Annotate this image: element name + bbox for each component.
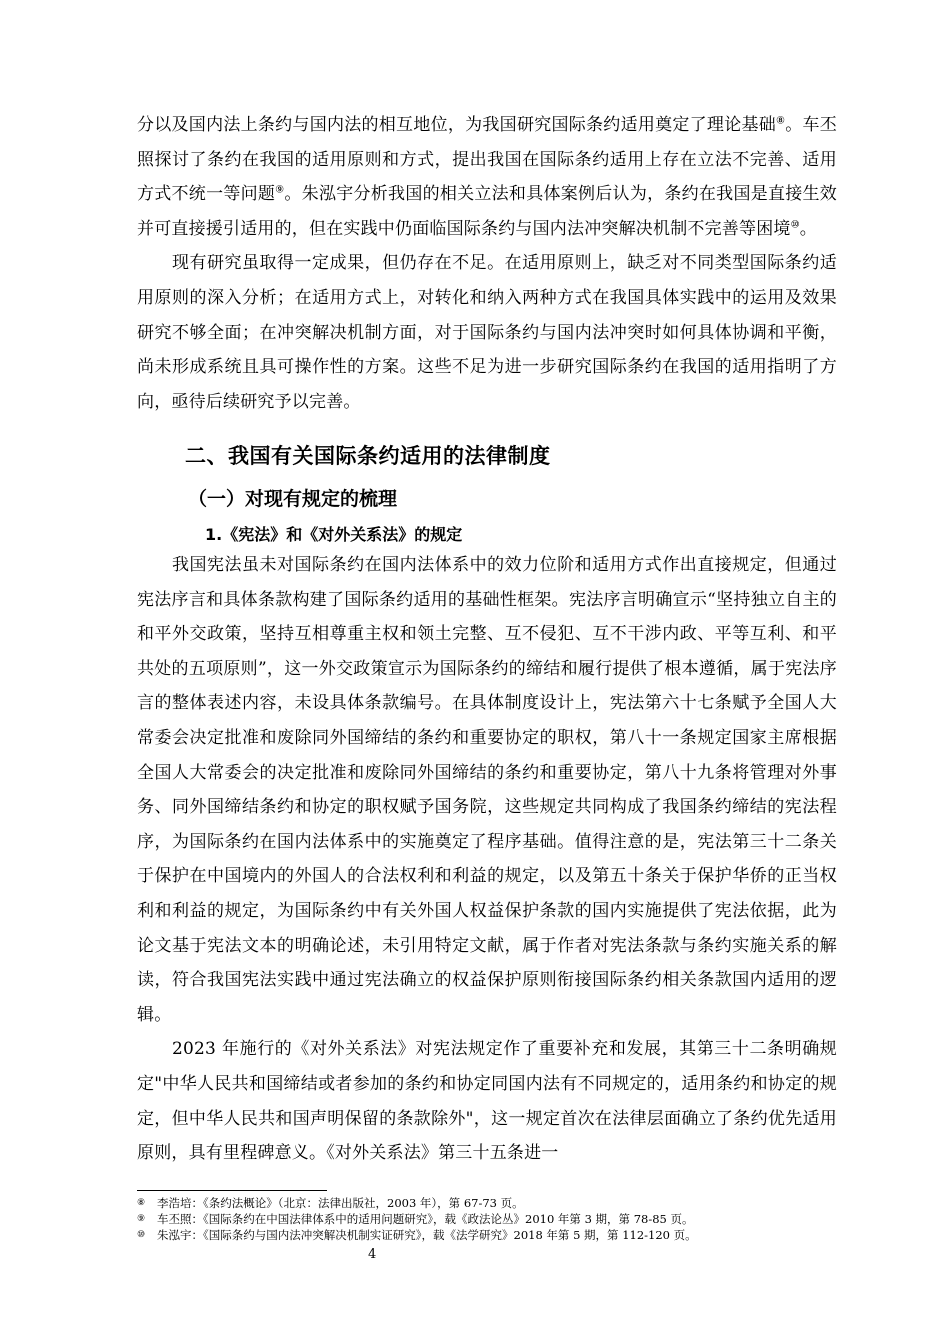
- paragraph-1-text-b: 。车丕照探讨了条约在我国的适用原则和方式，提出我国在国际条约适用上存在立法不完善、适用方式不统一等问题: [137, 115, 837, 205]
- subsection-heading: （一）对现有规定的梳理: [188, 488, 398, 510]
- footnote-divider: [137, 1190, 327, 1191]
- footnote-text: 车丕照：《国际条约在中国法律体系中的适用问题研究》，载《政法论丛》2010 年第 3 期，第 78-85 页。: [157, 1212, 694, 1226]
- paragraph-4: 2023 年施行的《对外关系法》对宪法规定作了重要补充和发展，其第三十二条明确规定"中华人民共和国缔结或者参加的条约和协定同国内法有不同规定的，适用条约和协定的规定，但中华人民共和国声明保留的条款除外"，这一规定首次在法律层面确立了条约优先适用原则，具有里程碑意义。《对外关系法》第三十五条进一: [137, 1039, 837, 1164]
- footnote-mark: ⑨: [137, 1214, 146, 1224]
- footnotes: [137, 1195, 857, 1243]
- footnote-mark: ⑩: [137, 1230, 146, 1240]
- paragraph-1-text-a: 分以及国内法上条约与国内法的相互地位，为我国研究国际条约适用奠定了理论基础: [137, 115, 776, 135]
- footnote-ref-10[interactable]: ⑩: [790, 219, 800, 231]
- footnote-text: 朱泓宇：《国际条约与国内法冲突解决机制实证研究》，载《法学研究》2018 年第 5 期，第 112-120 页。: [157, 1228, 697, 1242]
- page-number: 4: [368, 1247, 377, 1262]
- footnote-ref-9[interactable]: ⑨: [275, 184, 285, 196]
- footnote-10: [137, 1227, 857, 1243]
- footnote-8: [137, 1195, 857, 1211]
- paragraph-1: [137, 108, 837, 246]
- paragraph-3: 我国宪法虽未对国际条约在国内法体系中的效力位阶和适用方式作出直接规定，但通过宪法序言和具体条款构建了国际条约适用的基础性框架。宪法序言明确宣示“坚持独立自主的和平外交政策，坚持互相尊重主权和领土完整、互不侵犯、互不干涉内政、平等互利、和平共处的五项原则”，这一外交政策宣示为国际条约的缔结和履行提供了根本遵循，属于宪法序言的整体表述内容，未设具体条款编号。在具体制度设计上，宪法第六十七条赋予全国人大常委会决定批准和废除同外国缔结的条约和重要协定的职权，第八十一条规定国家主席根据全国人大常委会的决定批准和废除同外国缔结的条约和重要协定，第八十九条将管理对外事务、同外国缔结条约和协定的职权赋予国务院，这些规定共同构成了我国条约缔结的宪法程序，为国际条约在国内法体系中的实施奠定了程序基础。值得注意的是，宪法第三十二条关于保护在中国境内的外国人的合法权利和利益的规定，以及第五十条关于保护华侨的正当权利和利益的规定，为国际条约中有关外国人权益保护条款的国内实施提供了宪法依据，此为论文基于宪法文本的明确论述，未引用特定文献，属于作者对宪法条款与条约实施关系的解读，符合我国宪法实践中通过宪法确立的权益保护原则衔接国际条约相关条款国内适用的逻辑。: [137, 555, 837, 1025]
- footnote-mark: ⑧: [137, 1198, 146, 1208]
- paragraph-block-main: [137, 548, 837, 1171]
- paragraph-2: 现有研究虽取得一定成果，但仍存在不足。在适用原则上，缺乏对不同类型国际条约适用原则的深入分析；在适用方式上，对转化和纳入两种方式在我国具体实践中的运用及效果研究不够全面；在冲突解决机制方面，对于国际条约与国内法冲突时如何具体协调和平衡，尚未形成系统且具可操作性的方案。这些不足为进一步研究国际条约在我国的适用指明了方向，亟待后续研究予以完善。: [137, 253, 837, 412]
- subsubsection-heading: 1.《宪法》和《对外关系法》的规定: [205, 525, 463, 544]
- paragraph-1-text-d: 。: [799, 218, 817, 239]
- section-heading: 二、我国有关国际条约适用的法律制度: [185, 444, 551, 468]
- paragraph-intro-continued: [137, 108, 837, 419]
- footnote-ref-8[interactable]: ⑧: [776, 115, 786, 127]
- footnote-9: [137, 1211, 857, 1227]
- footnote-text: 李浩培：《条约法概论》（北京：法律出版社，2003 年），第 67-73 页。: [157, 1196, 524, 1210]
- paragraph-1-text-c: 。朱泓宇分析我国的相关立法和具体案例后认为，条约在我国是直接生效并可直接援引适用的，但在实践中仍面临国际条约与国内法冲突解决机制不完善等困境: [137, 184, 837, 239]
